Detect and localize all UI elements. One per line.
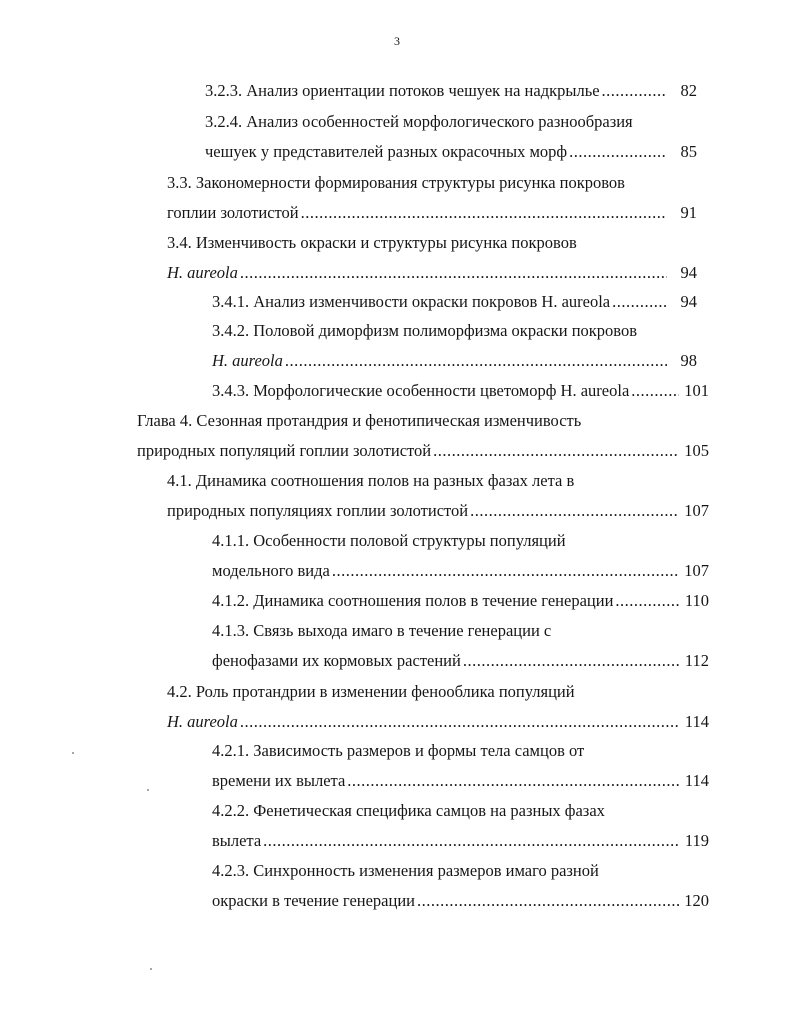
dot-leader — [285, 346, 667, 376]
toc-entry-title-continued: окраски в течение генерации — [212, 891, 415, 910]
page-number: 3 — [394, 34, 400, 48]
toc-page-number: 85 — [680, 142, 697, 161]
toc-entry-4-2 — [167, 677, 709, 737]
toc-entry-3-2-4 — [205, 107, 697, 167]
toc-entry-4-2-1 — [212, 736, 709, 796]
toc-entry-title: 3.3. Закономерности формирования структуры рисунка покровов — [167, 173, 625, 192]
toc-entry-title: 3.4. Изменчивость окраски и структуры рисунка покровов — [167, 233, 577, 252]
toc-entry-title: 3.2.3. Анализ ориентации потоков чешуек на надкрылье — [205, 81, 600, 100]
toc-page-number: 114 — [684, 712, 709, 731]
toc-entry-4-1-1 — [212, 526, 709, 586]
toc-entry-title-continued: времени их вылета — [212, 771, 346, 790]
toc-entry-title: 4.1. Динамика соотношения полов на разных фазах лета в — [167, 471, 575, 490]
toc-page-number: 110 — [684, 591, 709, 610]
toc-entry-title: 4.2. Роль протандрии в изменении фенооблика популяций — [167, 682, 575, 701]
dot-leader — [612, 287, 667, 317]
toc-page-number: 105 — [684, 441, 709, 460]
toc-entry-title-continued — [167, 707, 238, 737]
toc-entry-title: 3.2.4. Анализ особенностей морфологического разнообразия — [205, 112, 633, 131]
dot-leader — [463, 646, 679, 676]
toc-entry-title-continued: природных популяций гоплии золотистой — [137, 441, 432, 460]
species-name: H. aureola — [167, 263, 238, 282]
dot-leader — [240, 258, 667, 288]
dot-leader — [301, 198, 667, 228]
toc-page-number: 94 — [680, 263, 697, 282]
toc-entry-title-continued: гоплии золотистой — [167, 203, 299, 222]
toc-entry-3-4 — [167, 228, 697, 288]
dot-leader — [433, 436, 679, 466]
scan-speck — [147, 789, 149, 791]
toc-entry-4-1-2 — [212, 586, 709, 616]
toc-entry-3-3 — [167, 168, 697, 228]
toc-entry-title-continued: фенофазами их кормовых растений — [212, 651, 461, 670]
species-name: H. aureola — [212, 351, 283, 370]
toc-entry-4-2-2 — [212, 796, 709, 856]
toc-page-number: 101 — [684, 381, 709, 400]
scan-speck — [150, 968, 152, 970]
toc-entry-title: Глава 4. Сезонная протандрия и фенотипическая изменчивость — [137, 411, 582, 430]
toc-page-number: 82 — [680, 81, 697, 100]
dot-leader — [631, 376, 679, 406]
toc-page-number: 94 — [680, 292, 697, 311]
toc-entry-title-continued: модельного вида — [212, 561, 330, 580]
toc-entry-title: 3.4.2. Половой диморфизм полиморфизма окраски покровов — [212, 321, 638, 340]
dot-leader — [417, 886, 679, 916]
toc-entry-3-4-1 — [212, 287, 697, 317]
scan-speck — [72, 752, 74, 754]
toc-page-number: 107 — [684, 501, 709, 520]
toc-page-number: 91 — [680, 203, 697, 222]
toc-entry-title: 4.1.2. Динамика соотношения полов в течение генерации — [212, 591, 614, 610]
toc-entry-title: 4.1.3. Связь выхода имаго в течение генерации с — [212, 621, 552, 640]
dot-leader — [602, 76, 667, 106]
species-name: H. aureola — [167, 712, 238, 731]
toc-entry-chapter-4 — [137, 406, 709, 466]
toc-entry-title-continued — [212, 346, 283, 376]
dot-leader — [470, 496, 679, 526]
toc-entry-4-1-3 — [212, 616, 709, 676]
toc-page-number: 119 — [684, 831, 709, 850]
toc-page-number: 107 — [684, 561, 709, 580]
toc-entry-title: 4.2.2. Фенетическая специфика самцов на разных фазах — [212, 801, 605, 820]
toc-entry-3-2-3 — [205, 76, 697, 106]
dot-leader — [569, 137, 667, 167]
dot-leader — [347, 766, 679, 796]
toc-entry-title: 4.2.3. Синхронность изменения размеров имаго разной — [212, 861, 599, 880]
toc-entry-title: 3.4.1. Анализ изменчивости окраски покровов H. aureola — [212, 292, 611, 311]
toc-page-number: 112 — [684, 651, 709, 670]
toc-page-number: 114 — [684, 771, 709, 790]
toc-entry-3-4-3 — [212, 376, 709, 406]
toc-entry-title: 4.1.1. Особенности половой структуры популяций — [212, 531, 566, 550]
toc-page-number: 120 — [684, 891, 709, 910]
toc-entry-3-4-2 — [212, 316, 697, 376]
dot-leader — [615, 586, 679, 616]
toc-entry-title-continued: вылета — [212, 831, 262, 850]
toc-entry-title: 4.2.1. Зависимость размеров и формы тела самцов от — [212, 741, 585, 760]
toc-entry-4-2-3 — [212, 856, 709, 916]
toc-page-number: 98 — [680, 351, 697, 370]
dot-leader — [240, 707, 679, 737]
toc-entry-title-continued: природных популяциях гоплии золотистой — [167, 501, 469, 520]
toc-entry-4-1 — [167, 466, 709, 526]
toc-entry-title-continued: чешуек у представителей разных окрасочных морф — [205, 142, 568, 161]
dot-leader — [263, 826, 679, 856]
toc-entry-title: 3.4.3. Морфологические особенности цветоморф H. aureola — [212, 381, 630, 400]
dot-leader — [332, 556, 679, 586]
toc-entry-title-continued — [167, 258, 238, 288]
